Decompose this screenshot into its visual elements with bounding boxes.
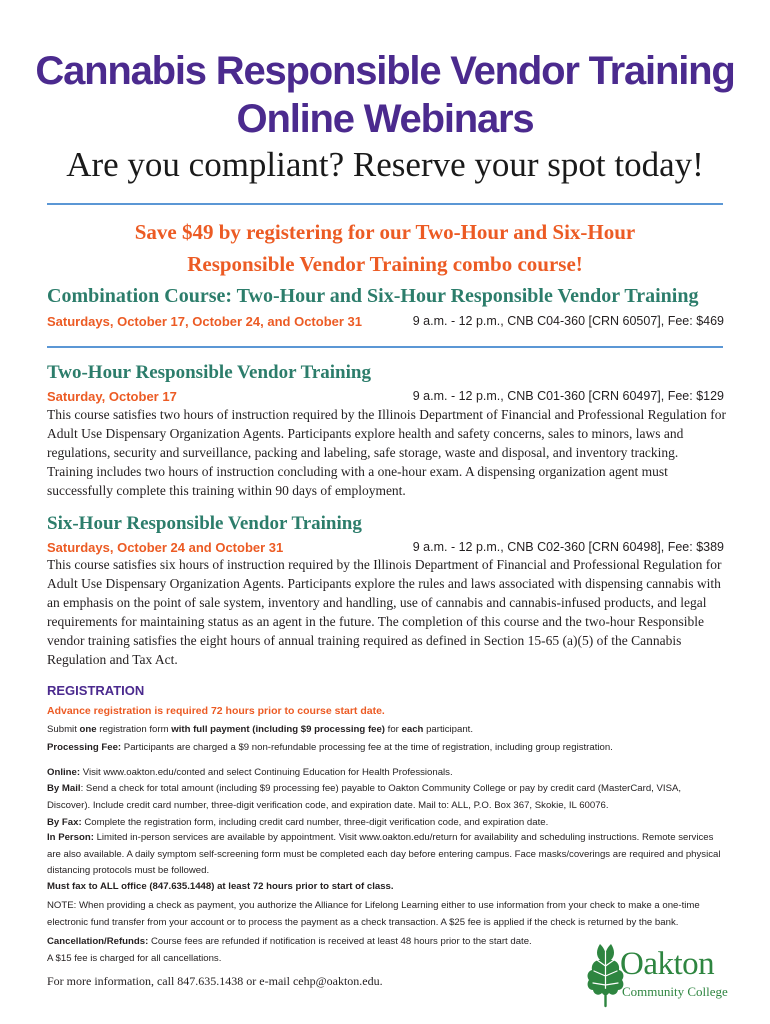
logo-subtitle: Community College bbox=[622, 984, 728, 999]
online-registration: Online: Visit www.oakton.edu/conted and select Continuing Education for Health Professionals. bbox=[47, 767, 453, 778]
contact-info: For more information, call 847.635.1438 or e-mail cehp@oakton.edu. bbox=[47, 974, 383, 988]
promo-line1: Save $49 by registering for our Two-Hour and Six-Hour bbox=[134, 220, 636, 244]
six-hour-dates: Saturdays, October 24 and October 31 bbox=[47, 540, 284, 555]
six-hour-description: This course satisfies six hours of instruction required by the Illinois Department of Financial and Professional Regulation for Adult Use Dispensary Organization Agents. Participants explore the rules and laws associated with dispensing cannabis with an emphasis on the point of sale system, inventory and handling, use of cannabis and cannabis-infused products, and legal requirements for maintaining status as an agent in the future. The completion of this course and the two-hour Responsible vendor training satisfies the eight hours of annual training required as defined in Section 15-65 (a)(5) of the Cannabis Regulation and Tax Act. bbox=[47, 557, 722, 667]
processing-fee: Processing Fee: Participants are charged a $9 non-refundable processing fee at the time of registration, including group registration. bbox=[47, 742, 613, 753]
cancellation-policy: Cancellation/Refunds: Course fees are refunded if notification is received at least 48 hours prior to the start date. A $15 fee is charged for all cancellations. bbox=[47, 936, 532, 964]
in-person-registration: In Person: Limited in-person services are available by appointment. Visit www.oakton.edu/return for availability and scheduling instructions. Remote services are also available. A daily symptom self-screening form must be completed each day before entering campus. Face masks/coverings are required and physical distancing protocols must be followed. bbox=[47, 832, 721, 876]
fax-deadline: Must fax to ALL office (847.635.1448) at least 72 hours prior to start of class. bbox=[47, 881, 394, 892]
mail-registration: By Mail: Send a check for total amount (including $9 processing fee) payable to Oakton Community College or pay by credit card (MasterCard, VISA, Discover). Include credit card number, three-digit verification code, and expiration date. Mail to: ALL, P.O. Box 367, Skokie, IL 60076. bbox=[47, 783, 682, 811]
check-payment-note: NOTE: When providing a check as payment, you authorize the Alliance for Lifelong Learning either to use information from your check to make a one-time electronic fund transfer from your account or to process the payment as a check transaction. A $25 fee is applied if the check is returned by the bank. bbox=[47, 900, 700, 928]
logo-wordmark: Oakton bbox=[620, 946, 715, 982]
two-hour-heading: Two-Hour Responsible Vendor Training bbox=[47, 362, 371, 383]
six-hour-details: 9 a.m. - 12 p.m., CNB C02-360 [CRN 60498], Fee: $389 bbox=[412, 540, 724, 554]
page-title-line2: Online Webinars bbox=[236, 97, 534, 141]
six-hour-heading: Six-Hour Responsible Vendor Training bbox=[47, 513, 362, 534]
two-hour-dates: Saturday, October 17 bbox=[47, 389, 177, 404]
registration-heading: REGISTRATION bbox=[47, 683, 145, 698]
divider-middle bbox=[47, 346, 723, 348]
two-hour-description: This course satisfies two hours of instruction required by the Illinois Department of Financial and Professional Regulation for Adult Use Dispensary Organization Agents. Participants explore health and safety concerns, sales to minors, laws and regulations, security and surveillance, packing and labeling, safe storage, waste and disposal, and inventory tracking. Training includes two hours of instruction concluding with a one-hour exam. A dispensing organization agent must successfully complete this training within 90 days of employment. bbox=[47, 407, 726, 498]
divider-top bbox=[47, 203, 723, 205]
two-hour-details: 9 a.m. - 12 p.m., CNB C01-360 [CRN 60497], Fee: $129 bbox=[412, 389, 724, 403]
registration-advance-notice: Advance registration is required 72 hours prior to course start date. bbox=[47, 705, 385, 717]
combo-details: 9 a.m. - 12 p.m., CNB C04-360 [CRN 60507], Fee: $469 bbox=[412, 314, 724, 328]
combo-dates: Saturdays, October 17, October 24, and October 31 bbox=[47, 314, 362, 329]
fax-registration: By Fax: Complete the registration form, including credit card number, three-digit verification code, and expiration date. bbox=[47, 817, 549, 828]
promo-line2: Responsible Vendor Training combo course! bbox=[187, 252, 583, 276]
combo-heading: Combination Course: Two-Hour and Six-Hour Responsible Vendor Training bbox=[47, 285, 699, 307]
submit-instructions: Submit one registration form with full payment (including $9 processing fee) for each participant. bbox=[47, 724, 474, 735]
tagline: Are you compliant? Reserve your spot today! bbox=[66, 145, 704, 184]
page-title-line1: Cannabis Responsible Vendor Training bbox=[35, 49, 735, 93]
